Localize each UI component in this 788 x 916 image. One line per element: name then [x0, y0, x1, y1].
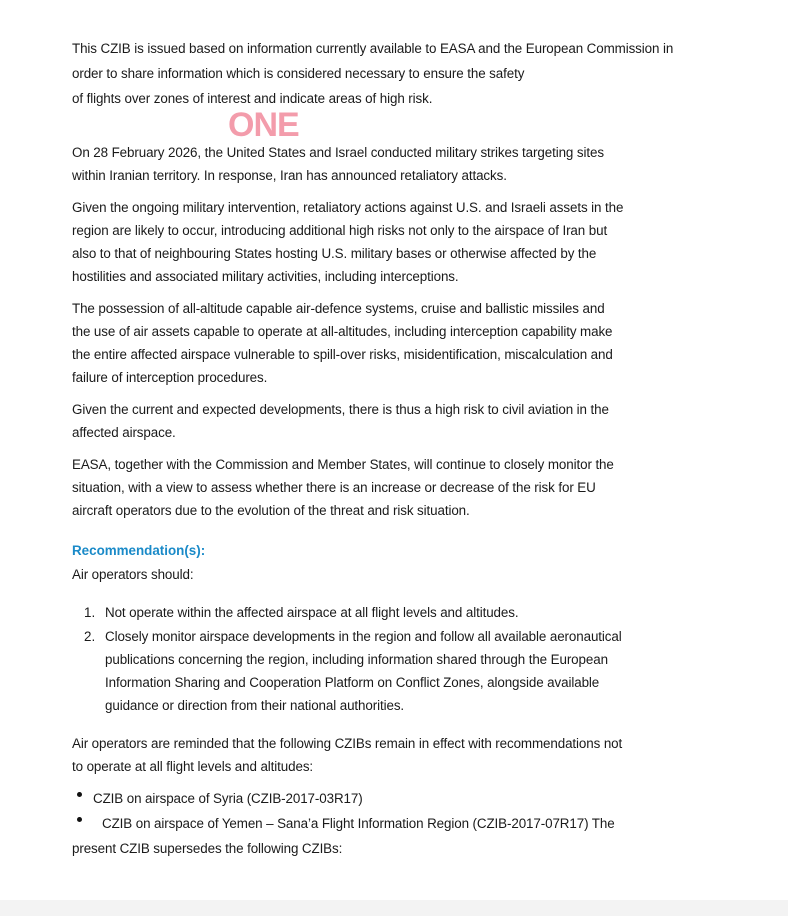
bullet-icon	[77, 817, 82, 822]
possession-line: The possession of all-altitude capable air-defence systems, cruise and ballistic missiles and	[72, 301, 605, 316]
watermark-logo: ONE	[228, 106, 299, 144]
list-number: 1.	[84, 605, 96, 620]
risk-line: Given the current and expected developments, there is thus a high risk to civil aviation in the	[72, 402, 609, 417]
czib-list-item: CZIB on airspace of Yemen – Sana’a Flight Information Region (CZIB-2017-07R17) The	[102, 816, 615, 831]
czib-list-item: CZIB on airspace of Syria (CZIB-2017-03R17)	[93, 791, 363, 806]
possession-line: failure of interception procedures.	[72, 370, 268, 385]
reminder-line: to operate at all flight levels and altitudes:	[72, 759, 314, 774]
intro-line: order to share information which is considered necessary to ensure the safety	[72, 66, 525, 81]
list-item: Closely monitor airspace developments in the region and follow all available aeronautical	[105, 629, 622, 644]
strikes-line: On 28 February 2026, the United States and Israel conducted military strikes targeting sites	[72, 145, 604, 160]
recommendations-intro: Air operators should:	[72, 567, 194, 582]
intervention-line: hostilities and associated military activities, including interceptions.	[72, 269, 459, 284]
strikes-line: within Iranian territory. In response, Iran has announced retaliatory attacks.	[72, 168, 507, 183]
monitor-line: EASA, together with the Commission and Member States, will continue to closely monitor the	[72, 457, 614, 472]
list-item: publications concerning the region, including information shared through the European	[105, 652, 608, 667]
intervention-line: also to that of neighbouring States hosting U.S. military bases or otherwise affected by the	[72, 246, 597, 261]
possession-line: the use of air assets capable to operate at all-altitudes, including interception capability make	[72, 324, 613, 339]
risk-line: affected airspace.	[72, 425, 176, 440]
list-item: Information Sharing and Cooperation Platform on Conflict Zones, alongside available	[105, 675, 600, 690]
possession-line: the entire affected airspace vulnerable to spill-over risks, misidentification, miscalculation and	[72, 347, 613, 362]
intervention-line: Given the ongoing military intervention, retaliatory actions against U.S. and Israeli assets in the	[72, 200, 624, 215]
list-item: guidance or direction from their national authorities.	[105, 698, 405, 713]
monitor-line: aircraft operators due to the evolution of the threat and risk situation.	[72, 503, 470, 518]
bullet-icon	[77, 792, 82, 797]
viewer-bottom-bar	[0, 900, 788, 916]
recommendations-heading: Recommendation(s):	[72, 543, 206, 558]
intro-line: of flights over zones of interest and indicate areas of high risk.	[72, 91, 433, 106]
reminder-line: Air operators are reminded that the following CZIBs remain in effect with recommendations not	[72, 736, 623, 751]
intro-line: This CZIB is issued based on information currently available to EASA and the European Commission in	[72, 41, 674, 56]
supersedes-line: present CZIB supersedes the following CZIBs:	[72, 841, 343, 856]
list-number: 2.	[84, 629, 96, 644]
intervention-line: region are likely to occur, introducing additional high risks not only to the airspace of Iran but	[72, 223, 608, 238]
monitor-line: situation, with a view to assess whether there is an increase or decrease of the risk for EU	[72, 480, 596, 495]
list-item: Not operate within the affected airspace at all flight levels and altitudes.	[105, 605, 519, 620]
